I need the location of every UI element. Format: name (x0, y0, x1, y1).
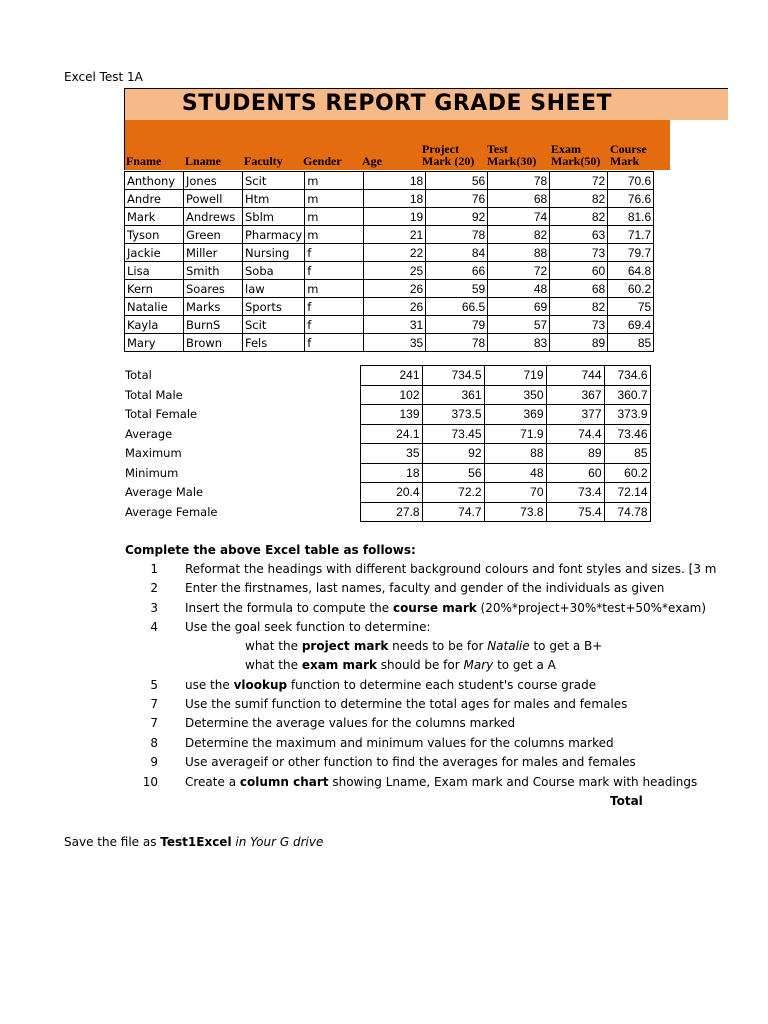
cell-age: 19 (364, 208, 426, 226)
cell-age: 26 (364, 280, 426, 298)
cell-project-mark: 66 (426, 262, 488, 280)
summary-age: 18 (360, 463, 422, 483)
instruction-number: 7 (150, 716, 158, 730)
instruction-number: 4 (150, 620, 158, 634)
cell-project-mark: 78 (426, 334, 488, 352)
summary-age: 35 (360, 444, 422, 464)
cell-lname: Marks (184, 298, 243, 316)
summary-course-mark: 72.14 (604, 483, 650, 503)
cell-faculty: Nursing (243, 244, 305, 262)
summary-age: 102 (360, 385, 422, 405)
cell-age: 25 (364, 262, 426, 280)
summary-label: Total Female (125, 407, 198, 422)
summary-exam-mark: 60 (546, 463, 604, 483)
cell-age: 18 (364, 172, 426, 190)
summary-test-mark: 88 (484, 444, 546, 464)
cell-test-mark: 83 (488, 334, 550, 352)
students-table (124, 171, 654, 352)
summary-test-mark: 350 (484, 385, 546, 405)
cell-faculty: Sblm (243, 208, 305, 226)
cell-fname: Mark (125, 208, 184, 226)
cell-gender: f (305, 244, 364, 262)
instruction-text: Use the sumif function to determine the total ages for males and females (185, 697, 628, 711)
summary-project-mark: 56 (422, 463, 484, 483)
summary-course-mark: 60.2 (604, 463, 650, 483)
table-row (125, 208, 654, 226)
summary-project-mark: 373.5 (422, 405, 484, 425)
summary-row (124, 366, 650, 386)
summary-project-mark: 74.7 (422, 502, 484, 522)
summary-table (124, 365, 651, 522)
header-project-line1: Project (422, 142, 460, 156)
header-age: Age (362, 154, 382, 168)
cell-course-mark: 71.7 (608, 226, 654, 244)
summary-label: Minimum (125, 465, 179, 480)
header-course-line2: Mark (610, 154, 640, 168)
cell-course-mark: 64.8 (608, 262, 654, 280)
cell-faculty: Soba (243, 262, 305, 280)
instruction-number: 8 (150, 736, 158, 750)
cell-exam-mark: 68 (550, 280, 608, 298)
header-test-line1: Test (487, 142, 508, 156)
cell-project-mark: 78 (426, 226, 488, 244)
cell-faculty: law (243, 280, 305, 298)
instruction-text: Create a column chart showing Lname, Exam mark and Course mark with headings (185, 775, 698, 789)
instruction-number: 10 (142, 775, 158, 789)
instruction-text: Determine the average values for the columns marked (185, 716, 516, 730)
instruction-number: 7 (150, 697, 158, 711)
table-row (125, 280, 654, 298)
cell-project-mark: 66.5 (426, 298, 488, 316)
instruction-number: 3 (150, 601, 158, 615)
cell-test-mark: 68 (488, 190, 550, 208)
header-project-line2: Mark (20) (422, 154, 475, 168)
cell-age: 18 (364, 190, 426, 208)
instruction-number: 2 (150, 581, 158, 595)
cell-lname: BurnS (184, 316, 243, 334)
summary-course-mark: 73.46 (604, 424, 650, 444)
summary-age: 24.1 (360, 424, 422, 444)
cell-course-mark: 81.6 (608, 208, 654, 226)
summary-project-mark: 72.2 (422, 483, 484, 503)
cell-project-mark: 84 (426, 244, 488, 262)
cell-test-mark: 78 (488, 172, 550, 190)
summary-age: 27.8 (360, 502, 422, 522)
summary-age: 241 (360, 366, 422, 386)
summary-row (124, 444, 650, 464)
total-label: Total (610, 794, 643, 808)
summary-row (124, 424, 650, 444)
cell-course-mark: 69.4 (608, 316, 654, 334)
table-row (125, 226, 654, 244)
cell-exam-mark: 72 (550, 172, 608, 190)
instruction-text: Reformat the headings with different background colours and font styles and sizes. [3 m (185, 562, 717, 576)
cell-faculty: Pharmacy (243, 226, 305, 244)
summary-age: 139 (360, 405, 422, 425)
summary-test-mark: 719 (484, 366, 546, 386)
summary-exam-mark: 367 (546, 385, 604, 405)
cell-course-mark: 60.2 (608, 280, 654, 298)
summary-course-mark: 85 (604, 444, 650, 464)
cell-test-mark: 57 (488, 316, 550, 334)
table-row (125, 262, 654, 280)
instruction-text: Use averageif or other function to find the averages for males and females (185, 755, 636, 769)
cell-course-mark: 79.7 (608, 244, 654, 262)
summary-exam-mark: 377 (546, 405, 604, 425)
cell-course-mark: 75 (608, 298, 654, 316)
cell-fname: Tyson (125, 226, 184, 244)
cell-lname: Miller (184, 244, 243, 262)
instruction-number: 1 (150, 562, 158, 576)
cell-gender: m (305, 190, 364, 208)
summary-exam-mark: 89 (546, 444, 604, 464)
summary-exam-mark: 744 (546, 366, 604, 386)
cell-course-mark: 70.6 (608, 172, 654, 190)
summary-test-mark: 73.8 (484, 502, 546, 522)
instruction-text: Enter the firstnames, last names, faculty and gender of the individuals as given (185, 581, 665, 595)
header-test-line2: Mark(30) (487, 154, 537, 168)
cell-exam-mark: 60 (550, 262, 608, 280)
summary-project-mark: 92 (422, 444, 484, 464)
cell-test-mark: 48 (488, 280, 550, 298)
summary-label: Average (125, 426, 173, 441)
summary-test-mark: 369 (484, 405, 546, 425)
header-course-line1: Course (610, 142, 647, 156)
summary-age: 20.4 (360, 483, 422, 503)
summary-label: Total Male (125, 387, 183, 402)
cell-fname: Andre (125, 190, 184, 208)
cell-exam-mark: 89 (550, 334, 608, 352)
cell-test-mark: 88 (488, 244, 550, 262)
cell-age: 22 (364, 244, 426, 262)
cell-fname: Mary (125, 334, 184, 352)
cell-fname: Anthony (125, 172, 184, 190)
instructions-heading: Complete the above Excel table as follows: (125, 543, 416, 557)
cell-gender: m (305, 226, 364, 244)
cell-lname: Soares (184, 280, 243, 298)
table-row (125, 172, 654, 190)
cell-lname: Jones (184, 172, 243, 190)
summary-project-mark: 73.45 (422, 424, 484, 444)
cell-lname: Green (184, 226, 243, 244)
summary-exam-mark: 74.4 (546, 424, 604, 444)
cell-exam-mark: 73 (550, 244, 608, 262)
table-row (125, 244, 654, 262)
instruction-number: 9 (150, 755, 158, 769)
cell-project-mark: 79 (426, 316, 488, 334)
summary-exam-mark: 75.4 (546, 502, 604, 522)
sheet-title: STUDENTS REPORT GRADE SHEET (181, 91, 613, 116)
cell-fname: Natalie (125, 298, 184, 316)
summary-test-mark: 48 (484, 463, 546, 483)
summary-row (124, 483, 650, 503)
cell-gender: f (305, 316, 364, 334)
summary-label: Maximum (125, 446, 182, 461)
cell-age: 35 (364, 334, 426, 352)
instruction-text: Determine the maximum and minimum values for the columns marked (185, 736, 614, 750)
summary-label: Average Female (125, 504, 218, 519)
cell-exam-mark: 63 (550, 226, 608, 244)
cell-test-mark: 69 (488, 298, 550, 316)
cell-faculty: Sports (243, 298, 305, 316)
summary-label: Average Male (125, 485, 204, 500)
cell-fname: Kayla (125, 316, 184, 334)
instruction-subtext: what the exam mark should be for Mary to get a A (245, 658, 556, 672)
save-instruction: Save the file as Test1Excel in Your G drive (64, 835, 324, 849)
summary-course-mark: 373.9 (604, 405, 650, 425)
header-faculty: Faculty (244, 154, 283, 168)
instruction-text: use the vlookup function to determine each student's course grade (185, 678, 597, 692)
cell-lname: Andrews (184, 208, 243, 226)
cell-project-mark: 56 (426, 172, 488, 190)
summary-test-mark: 70 (484, 483, 546, 503)
header-gender: Gender (303, 154, 342, 168)
cell-age: 31 (364, 316, 426, 334)
cell-project-mark: 92 (426, 208, 488, 226)
cell-test-mark: 74 (488, 208, 550, 226)
cell-gender: f (305, 262, 364, 280)
summary-course-mark: 360.7 (604, 385, 650, 405)
cell-course-mark: 85 (608, 334, 654, 352)
cell-gender: m (305, 208, 364, 226)
cell-gender: f (305, 298, 364, 316)
cell-faculty: Fels (243, 334, 305, 352)
summary-course-mark: 74.78 (604, 502, 650, 522)
summary-exam-mark: 73.4 (546, 483, 604, 503)
cell-lname: Powell (184, 190, 243, 208)
cell-age: 21 (364, 226, 426, 244)
cell-exam-mark: 82 (550, 208, 608, 226)
cell-gender: f (305, 334, 364, 352)
summary-label: Total (125, 368, 152, 383)
summary-row (124, 463, 650, 483)
cell-age: 26 (364, 298, 426, 316)
document-label: Excel Test 1A (64, 70, 143, 84)
cell-faculty: Htm (243, 190, 305, 208)
cell-fname: Lisa (125, 262, 184, 280)
cell-lname: Smith (184, 262, 243, 280)
cell-faculty: Scit (243, 316, 305, 334)
header-exam-line1: Exam (551, 142, 581, 156)
header-exam-line2: Mark(50) (551, 154, 601, 168)
summary-test-mark: 71.9 (484, 424, 546, 444)
header-lname: Lname (185, 154, 221, 168)
table-row (125, 334, 654, 352)
cell-project-mark: 59 (426, 280, 488, 298)
cell-gender: m (305, 172, 364, 190)
summary-row (124, 385, 650, 405)
cell-exam-mark: 82 (550, 298, 608, 316)
cell-lname: Brown (184, 334, 243, 352)
summary-row (124, 405, 650, 425)
cell-gender: m (305, 280, 364, 298)
instruction-text: Use the goal seek function to determine: (185, 620, 431, 634)
cell-project-mark: 76 (426, 190, 488, 208)
instruction-subtext: what the project mark needs to be for Natalie to get a B+ (245, 639, 603, 653)
summary-project-mark: 361 (422, 385, 484, 405)
instruction-number: 5 (150, 678, 158, 692)
header-fname: Fname (126, 154, 162, 168)
table-row (125, 298, 654, 316)
cell-exam-mark: 82 (550, 190, 608, 208)
summary-course-mark: 734.6 (604, 366, 650, 386)
cell-fname: Jackie (125, 244, 184, 262)
cell-test-mark: 72 (488, 262, 550, 280)
cell-faculty: Scit (243, 172, 305, 190)
instruction-text: Insert the formula to compute the course mark (20%*project+30%*test+50%*exam) (185, 601, 707, 615)
cell-course-mark: 76.6 (608, 190, 654, 208)
table-row (125, 190, 654, 208)
summary-project-mark: 734.5 (422, 366, 484, 386)
cell-fname: Kern (125, 280, 184, 298)
table-row (125, 316, 654, 334)
cell-exam-mark: 73 (550, 316, 608, 334)
summary-row (124, 502, 650, 522)
cell-test-mark: 82 (488, 226, 550, 244)
